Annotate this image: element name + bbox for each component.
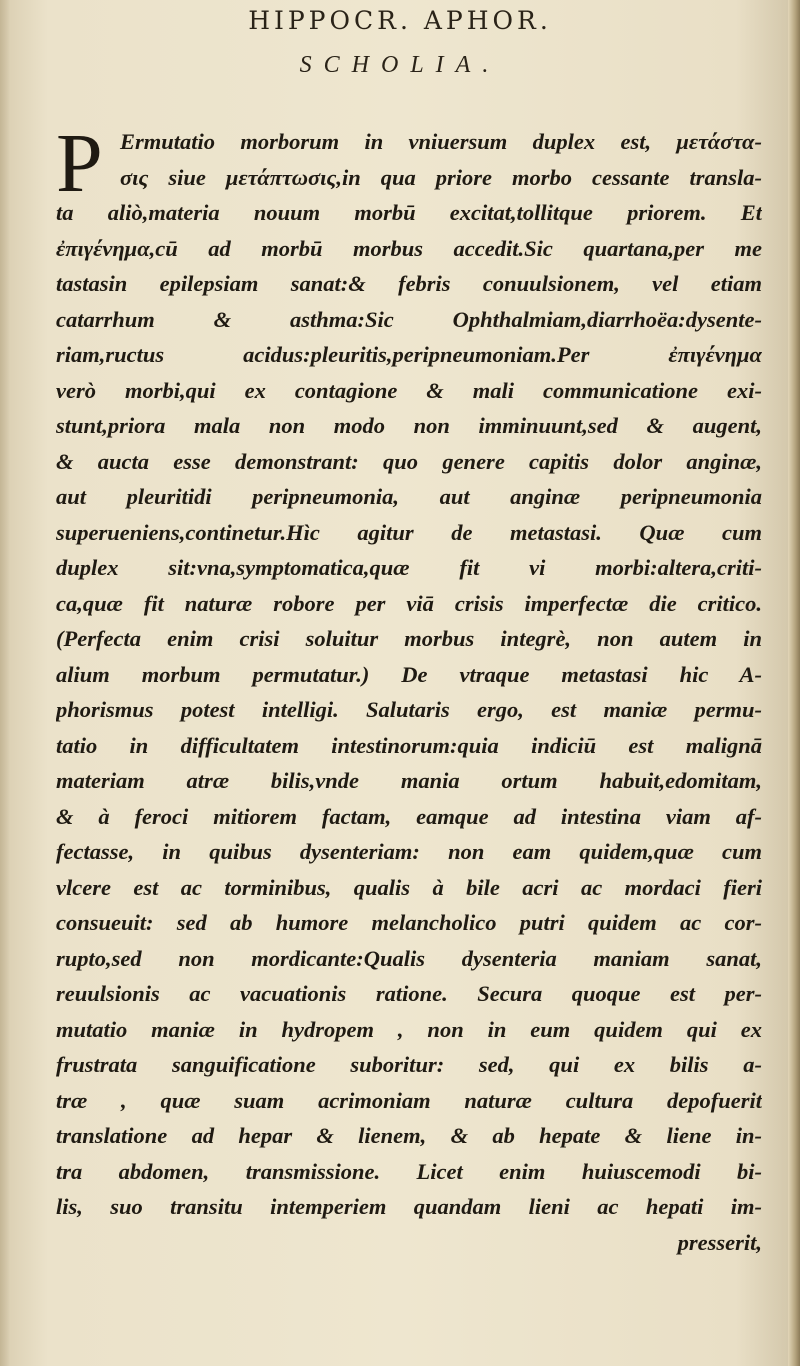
text-line: tatio in difficultatem intestinorum:quia indiciū est malignā [56,732,762,758]
text-line: frustrata sanguificatione suboritur: sed, qui ex bilis a- [56,1052,762,1077]
text-line: duplex sit:vna,symptomatica,quæ fit vi morbi:altera,criti- [56,555,762,580]
text-line: & aucta esse demonstrant: quo genere capitis dolor anginæ, [56,448,762,474]
text-line: riam,ructus acidus:pleuritis,peripneumoniam.Per ἐπιγένημα [56,342,762,367]
text-line: (Perfecta enim crisi soluitur morbus integrè, non autem in [56,626,762,651]
text-line: catarrhum & asthma:Sic Ophthalmiam,diarrhoëa:dysente- [56,306,762,332]
text-line: stunt,priora mala non modo non imminuunt,sed & augent, [56,413,762,438]
text-line: træ , quæ suam acrimoniam naturæ cultura depofuerit [56,1087,762,1113]
text-line: vlcere est ac torminibus, qualis à bile acri ac mordaci fieri [56,874,762,900]
text-line: rupto,sed non mordicante:Qualis dysenteria maniam sanat, [56,945,762,971]
text-line: translatione ad hepar & lienem, & ab hepate & liene in- [56,1123,762,1148]
catchword: presserit, [677,1229,762,1255]
text-line: lis, suo transitu intemperiem quandam lieni ac hepati im- [56,1194,762,1219]
text-line: Ermutatio morborum in vniuersum duplex est, μετάστα- [120,129,762,154]
page-edge [788,0,800,1366]
text-line: alium morbum permutatur.) De vtraque metastasi hic A- [56,661,762,687]
text-line: verò morbi,qui ex contagione & mali communicatione exi- [56,377,762,403]
body-text [56,117,762,1260]
text-line: aut pleuritidi peripneumonia, aut anginæ peripneumonia [56,484,762,509]
text-line: ta aliò,materia nouum morbū excitat,tollitque priorem. Et [56,200,762,225]
text-line: superueniens,continetur.Hìc agitur de metastasi. Quæ cum [56,519,762,545]
section-title: SCHOLIA. [299,52,501,78]
text-line: fectasse, in quibus dysenteriam: non eam quidem,quæ cum [56,839,762,864]
text-line: tra abdomen, transmissione. Licet enim huiuscemodi bi- [56,1158,762,1184]
text-line: consueuit: sed ab humore melancholico putri quidem ac cor- [56,910,762,935]
text-line: mutatio maniæ in hydropem , non in eum quidem qui ex [56,1016,762,1042]
text-line: ἐπιγένημα,cū ad morbū morbus accedit.Sic quartana,per me [56,235,762,261]
text-line: materiam atræ bilis,vnde mania ortum habuit,edomitam, [56,768,762,793]
text-line: & à feroci mitiorem factam, eamque ad intestina viam af- [56,803,762,829]
text-line: σις siue μετάπτωσις,in qua priore morbo cessante transla- [120,164,762,190]
text-line: ca,quæ fit naturæ robore per viā crisis imperfectæ die critico. [56,590,762,616]
page-gutter-shadow [0,0,10,1366]
text-line: phorismus potest intelligi. Salutaris ergo, est maniæ permu- [56,697,762,722]
text-line: reuulsionis ac vacuationis ratione. Secura quoque est per- [56,981,762,1006]
text-line: tastasin epilepsiam sanat:& febris conuulsionem, vel etiam [56,271,762,296]
drop-cap: P [56,117,103,210]
running-head: HIPPOCR. APHOR. [248,6,552,35]
